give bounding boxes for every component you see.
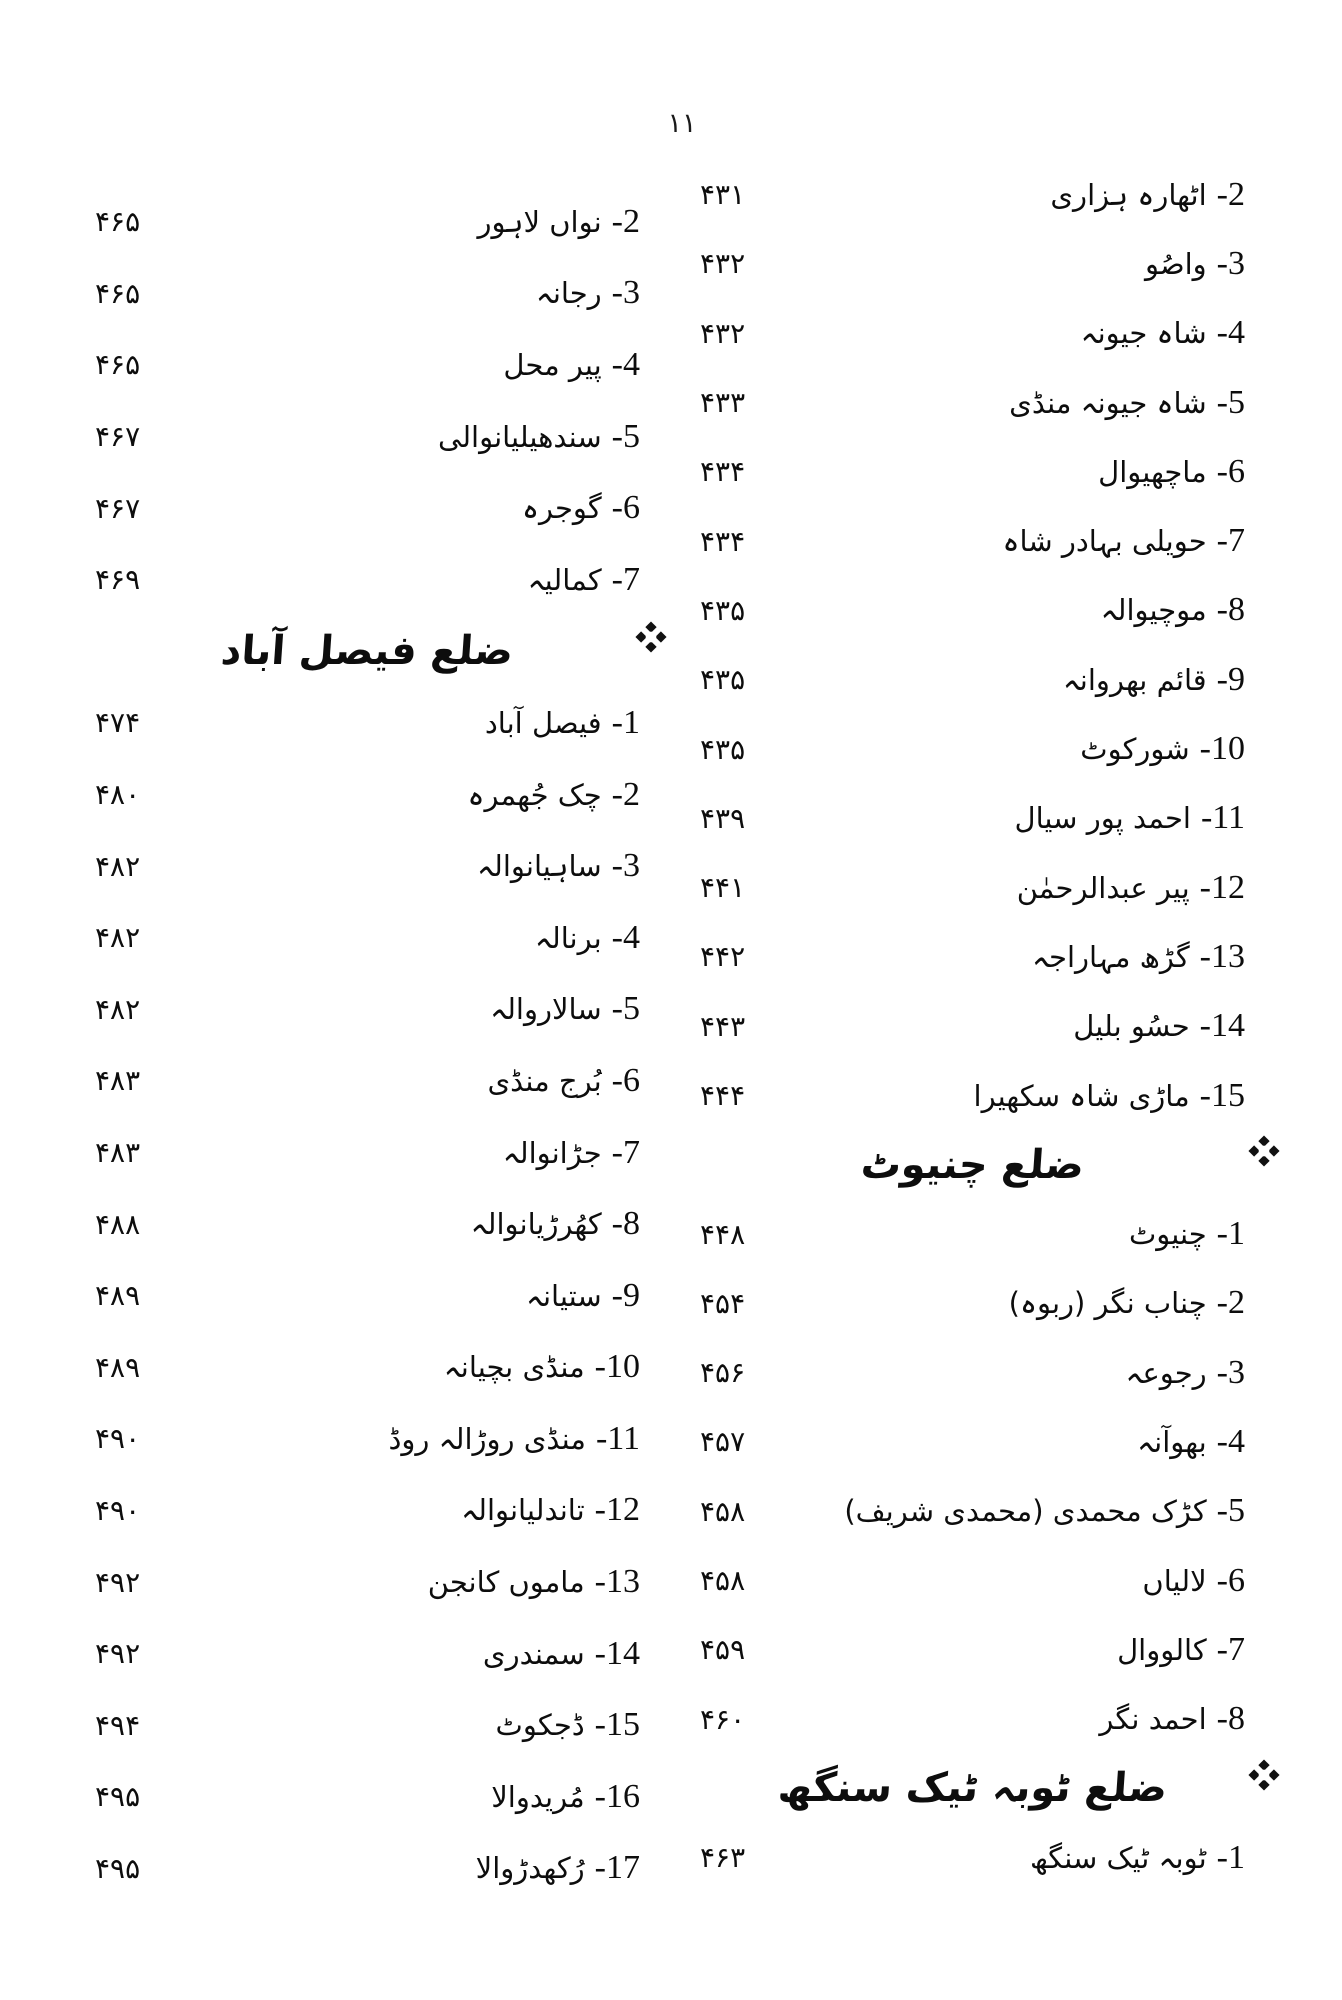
entry-number: -9 <box>611 1276 640 1314</box>
entry-number: -1 <box>611 703 640 741</box>
district-header: ضلع چنیوٹ <box>859 1141 1086 1188</box>
toc-column-left <box>95 186 640 1904</box>
entry-label <box>491 1778 640 1816</box>
entry-page-ref: ۴۸۹ <box>95 1350 141 1384</box>
entry-number: -5 <box>611 990 640 1028</box>
entry-number: -3 <box>611 274 640 312</box>
district-header: ضلع ٹوبہ ٹیک سنگھ <box>776 1765 1169 1812</box>
entry-page-ref: ۴۸۳ <box>95 1136 141 1170</box>
entry-page-ref: ۴۵۴ <box>700 1286 746 1320</box>
toc-entry-row <box>700 1546 1245 1615</box>
entry-title: کالووال <box>1117 1632 1207 1667</box>
entry-title: نواں لاہور <box>477 204 602 239</box>
entry-label <box>1145 245 1245 283</box>
entry-title: سالاروالہ <box>490 992 602 1027</box>
entry-number: -7 <box>611 1133 640 1171</box>
entry-page-ref: ۴۶۵ <box>95 348 141 382</box>
toc-entry-row <box>95 830 640 902</box>
entry-title: منڈی روڑالہ روڈ <box>388 1421 586 1456</box>
entry-number: -3 <box>1216 244 1245 282</box>
toc-entry-row <box>95 1546 640 1618</box>
entry-title: جڑانوالہ <box>502 1135 602 1170</box>
entry-title: شاہ جیونہ <box>1080 316 1207 351</box>
entry-label <box>526 1277 640 1315</box>
entry-page-ref: ۴۴۱ <box>700 871 746 905</box>
entry-number: -16 <box>594 1777 640 1815</box>
entry-label <box>1032 938 1245 976</box>
entry-title: منڈی بچیانہ <box>443 1350 585 1385</box>
entry-label <box>468 776 640 814</box>
entry-number: -5 <box>611 417 640 455</box>
entry-title: کمالیہ <box>527 562 602 597</box>
entry-label <box>1137 1423 1245 1461</box>
entry-page-ref: ۴۸۲ <box>95 849 141 883</box>
toc-entry-row <box>95 544 640 616</box>
entry-label <box>844 1492 1245 1530</box>
entry-number: -5 <box>1216 383 1245 421</box>
toc-entry-row <box>700 1199 1245 1268</box>
entry-title: چک جُھمرہ <box>467 777 602 812</box>
entry-page-ref: ۴۹۵ <box>95 1851 141 1885</box>
entry-page-ref: ۴۴۸ <box>700 1217 746 1251</box>
district-header-row <box>700 1754 1245 1823</box>
entry-number: -6 <box>1216 452 1245 490</box>
entry-number: -12 <box>1199 868 1245 906</box>
entry-title: فیصل آباد <box>484 705 602 740</box>
toc-entry-row <box>95 1045 640 1117</box>
entry-page-ref: ۴۸۸ <box>95 1207 141 1241</box>
entry-page-ref: ۴۵۷ <box>700 1425 746 1459</box>
toc-entry-row <box>700 506 1245 575</box>
entry-number: -15 <box>594 1706 640 1744</box>
entry-label <box>1050 176 1245 214</box>
entry-label <box>1009 1284 1245 1322</box>
entry-page-ref: ۴۳۹ <box>700 801 746 835</box>
toc-entry-row <box>95 1761 640 1833</box>
entry-label <box>1073 1007 1245 1045</box>
entry-label <box>483 1635 640 1673</box>
entry-title: بھوآنہ <box>1137 1424 1207 1459</box>
entry-page-ref: ۴۸۲ <box>95 921 141 955</box>
toc-entry-row <box>700 1061 1245 1130</box>
entry-label <box>1017 869 1245 907</box>
section-ornament-icon <box>1253 1140 1275 1162</box>
entry-page-ref: ۴۳۲ <box>700 247 746 281</box>
entry-number: -6 <box>611 489 640 527</box>
entry-label <box>1080 730 1245 768</box>
entry-label <box>1003 522 1245 560</box>
entry-number: -3 <box>611 847 640 885</box>
entry-title: ماموں کانجن <box>427 1565 585 1600</box>
toc-entry-row <box>95 1117 640 1189</box>
toc-entry-row <box>95 1833 640 1905</box>
entry-page-ref: ۴۹۰ <box>95 1493 141 1527</box>
toc-entry-row <box>95 974 640 1046</box>
entry-label <box>444 1348 640 1386</box>
entry-label <box>485 704 640 742</box>
entry-page-ref: ۴۶۷ <box>95 491 141 525</box>
entry-title: کھُرڑیانوالہ <box>470 1207 602 1242</box>
entry-number: -13 <box>1199 937 1245 975</box>
toc-entry-row <box>95 1260 640 1332</box>
entry-page-ref: ۴۵۹ <box>700 1633 746 1667</box>
entry-label <box>490 990 640 1028</box>
entry-page-ref: ۴۳۴ <box>700 524 746 558</box>
toc-entry-row <box>700 1685 1245 1754</box>
toc-entry-row <box>95 759 640 831</box>
toc-entry-row <box>95 687 640 759</box>
entry-title: شورکوٹ <box>1080 732 1190 767</box>
entry-number: -1 <box>1216 1838 1245 1876</box>
entry-number: -11 <box>595 1419 640 1457</box>
entry-number: -2 <box>611 775 640 813</box>
entry-label <box>1099 1700 1245 1738</box>
entry-label <box>1117 1631 1245 1669</box>
entry-number: -4 <box>1216 1422 1245 1460</box>
entry-number: -6 <box>1216 1561 1245 1599</box>
entry-page-ref: ۴۳۵ <box>700 663 746 697</box>
entry-label <box>1098 453 1245 491</box>
entry-number: -9 <box>1216 660 1245 698</box>
entry-page-ref: ۴۶۵ <box>95 205 141 239</box>
toc-entry-row <box>700 1269 1245 1338</box>
district-header-row <box>700 1130 1245 1199</box>
entry-page-ref: ۴۳۵ <box>700 732 746 766</box>
entry-label <box>388 1420 640 1458</box>
toc-entry-row <box>95 401 640 473</box>
entry-label <box>535 919 640 957</box>
entry-number: -1 <box>1216 1215 1245 1253</box>
entry-label <box>1030 1839 1245 1877</box>
entry-title: حسُو بلیل <box>1073 1009 1190 1044</box>
entry-title: رجانہ <box>535 276 602 311</box>
entry-number: -14 <box>1199 1007 1245 1045</box>
entry-page-ref: ۴۳۳ <box>700 386 746 420</box>
toc-entry-row <box>700 437 1245 506</box>
section-ornament-icon <box>640 626 662 648</box>
entry-label <box>487 1062 640 1100</box>
entry-page-ref: ۴۹۲ <box>95 1565 141 1599</box>
entry-label <box>476 1849 640 1887</box>
toc-entry-row <box>700 1615 1245 1684</box>
entry-page-ref: ۴۶۵ <box>95 276 141 310</box>
district-header: ضلع فیصل آباد <box>219 628 516 675</box>
entry-page-ref: ۴۸۹ <box>95 1279 141 1313</box>
entry-title: پیر محل <box>503 347 602 382</box>
entry-label <box>974 1077 1245 1115</box>
entry-number: -2 <box>1216 175 1245 213</box>
toc-entry-row <box>95 1332 640 1404</box>
entry-number: -3 <box>1216 1353 1245 1391</box>
entry-page-ref: ۴۴۲ <box>700 940 746 974</box>
entry-number: -5 <box>1216 1492 1245 1530</box>
entry-page-ref: ۴۷۴ <box>95 706 141 740</box>
toc-entry-row <box>95 1689 640 1761</box>
entry-page-ref: ۴۹۲ <box>95 1637 141 1671</box>
entry-page-ref: ۴۵۸ <box>700 1564 746 1598</box>
entry-title: تاندلیانوالہ <box>461 1493 585 1528</box>
entry-title: قائم بھروانہ <box>1062 662 1207 697</box>
entry-label <box>1081 314 1245 352</box>
entry-label <box>471 1205 640 1243</box>
entry-page-ref: ۴۸۲ <box>95 992 141 1026</box>
entry-page-ref: ۴۸۰ <box>95 778 141 812</box>
entry-label <box>528 561 640 599</box>
entry-label <box>1063 661 1245 699</box>
entry-number: -12 <box>594 1491 640 1529</box>
entry-page-ref: ۴۳۵ <box>700 593 746 627</box>
entry-number: -8 <box>1216 1700 1245 1738</box>
section-ornament-icon <box>1253 1764 1275 1786</box>
toc-entry-row <box>700 368 1245 437</box>
entry-page-ref: ۴۳۱ <box>700 178 746 212</box>
entry-page-ref: ۴۸۳ <box>95 1064 141 1098</box>
entry-number: -6 <box>611 1061 640 1099</box>
entry-title: لالیاں <box>1142 1563 1207 1598</box>
toc-entry-row <box>700 1407 1245 1476</box>
entry-label <box>503 1134 640 1172</box>
entry-title: ٹوبہ ٹیک سنگھ <box>1029 1840 1207 1875</box>
entry-title: ڈجکوٹ <box>495 1708 585 1743</box>
entry-number: -7 <box>1216 522 1245 560</box>
page-number: ۱۱ <box>667 108 697 139</box>
entry-label <box>1125 1354 1245 1392</box>
entry-label <box>503 346 640 384</box>
entry-title: پیر عبدالرحمٰن <box>1016 870 1190 905</box>
entry-title: رُکھدڑوالا <box>475 1851 585 1886</box>
entry-page-ref: ۴۹۴ <box>95 1708 141 1742</box>
toc-entry-row <box>95 186 640 258</box>
entry-title: سمندری <box>482 1636 585 1671</box>
entry-title: حویلی بہادر شاہ <box>1002 524 1207 559</box>
entry-title: ماڑی شاہ سکھیرا <box>973 1078 1190 1113</box>
toc-entry-row <box>700 1338 1245 1407</box>
toc-column-right <box>700 160 1245 1892</box>
entry-label <box>1015 799 1245 837</box>
entry-number: -10 <box>1199 730 1245 768</box>
entry-title: احمد نگر <box>1099 1702 1207 1737</box>
entry-title: کڑک محمدی (محمدی شریف) <box>844 1494 1207 1529</box>
entry-label <box>1129 1215 1245 1253</box>
toc-entry-row <box>700 1823 1245 1892</box>
entry-number: -7 <box>611 560 640 598</box>
entry-number: -14 <box>594 1634 640 1672</box>
toc-entry-row <box>700 229 1245 298</box>
entry-number: -4 <box>611 345 640 383</box>
toc-entry-row <box>95 472 640 544</box>
entry-label <box>536 274 640 312</box>
entry-title: ساہیانوالہ <box>477 849 602 884</box>
entry-number: -2 <box>611 202 640 240</box>
entry-label <box>461 1491 640 1529</box>
entry-page-ref: ۴۴۴ <box>700 1079 746 1112</box>
entry-label <box>478 203 640 241</box>
toc-entry-row <box>700 922 1245 991</box>
entry-page-ref: ۴۴۳ <box>700 1009 746 1043</box>
entry-page-ref: ۴۵۶ <box>700 1356 746 1390</box>
entry-number: -15 <box>1199 1076 1245 1114</box>
toc-entry-row <box>700 714 1245 783</box>
entry-title: بُرج منڈی <box>487 1063 602 1098</box>
district-header-row <box>95 616 640 688</box>
toc-entry-row <box>700 160 1245 229</box>
entry-page-ref: ۴۵۸ <box>700 1494 746 1528</box>
entry-title: سندھیلیانوالی <box>438 419 602 454</box>
entry-title: برنالہ <box>534 920 602 955</box>
entry-number: -13 <box>594 1563 640 1601</box>
entry-number: -8 <box>1216 591 1245 629</box>
entry-title: واصُو <box>1145 246 1207 281</box>
entry-label <box>1101 591 1245 629</box>
entry-number: -17 <box>594 1849 640 1887</box>
toc-entry-row <box>95 1403 640 1475</box>
entry-label <box>477 847 640 885</box>
entry-number: -2 <box>1216 1284 1245 1322</box>
entry-title: رجوعہ <box>1125 1355 1207 1390</box>
entry-title: چنیوٹ <box>1128 1217 1207 1252</box>
entry-page-ref: ۴۹۵ <box>95 1780 141 1814</box>
entry-page-ref: ۴۶۹ <box>95 563 141 597</box>
entry-page-ref: ۴۶۷ <box>95 420 141 454</box>
toc-entry-row <box>700 853 1245 922</box>
toc-entry-row <box>700 992 1245 1061</box>
toc-entry-row <box>95 1475 640 1547</box>
entry-label <box>428 1563 640 1601</box>
entry-number: -8 <box>611 1205 640 1243</box>
entry-number: -10 <box>594 1348 640 1386</box>
toc-entry-row <box>700 1477 1245 1546</box>
entry-page-ref: ۴۶۰ <box>700 1702 746 1736</box>
entry-title: مُریدوالا <box>491 1779 585 1814</box>
entry-title: موچیوالہ <box>1100 593 1207 628</box>
entry-label <box>1009 384 1245 422</box>
entry-title: گڑھ مہاراجہ <box>1032 939 1190 974</box>
entry-title: ستیانہ <box>525 1278 602 1313</box>
toc-entry-row <box>700 784 1245 853</box>
entry-number: -7 <box>1216 1630 1245 1668</box>
entry-title: چناب نگر (ربوہ) <box>1008 1286 1207 1321</box>
toc-entry-row <box>700 576 1245 645</box>
entry-number: -11 <box>1200 799 1245 837</box>
entry-title: گوجرہ <box>521 491 602 526</box>
entry-number: -4 <box>611 918 640 956</box>
entry-title: احمد پور سیال <box>1014 801 1191 836</box>
entry-page-ref: ۴۳۲ <box>700 316 746 350</box>
entry-title: شاہ جیونہ منڈی <box>1009 385 1207 420</box>
entry-page-ref: ۴۶۳ <box>700 1841 746 1875</box>
entry-title: ماچھیوال <box>1098 454 1207 489</box>
entry-page-ref: ۴۳۴ <box>700 455 746 489</box>
entry-label <box>522 489 640 527</box>
entry-label <box>1142 1562 1245 1600</box>
toc-entry-row <box>95 902 640 974</box>
entry-number: -4 <box>1216 314 1245 352</box>
entry-label <box>496 1706 640 1744</box>
entry-title: اٹھارہ ہزاری <box>1050 177 1207 212</box>
toc-entry-row <box>95 329 640 401</box>
toc-entry-row <box>95 1188 640 1260</box>
entry-label <box>438 418 640 456</box>
entry-page-ref: ۴۹۰ <box>95 1422 141 1456</box>
toc-entry-row <box>95 1618 640 1690</box>
toc-entry-row <box>700 299 1245 368</box>
toc-entry-row <box>700 645 1245 714</box>
toc-entry-row <box>95 258 640 330</box>
